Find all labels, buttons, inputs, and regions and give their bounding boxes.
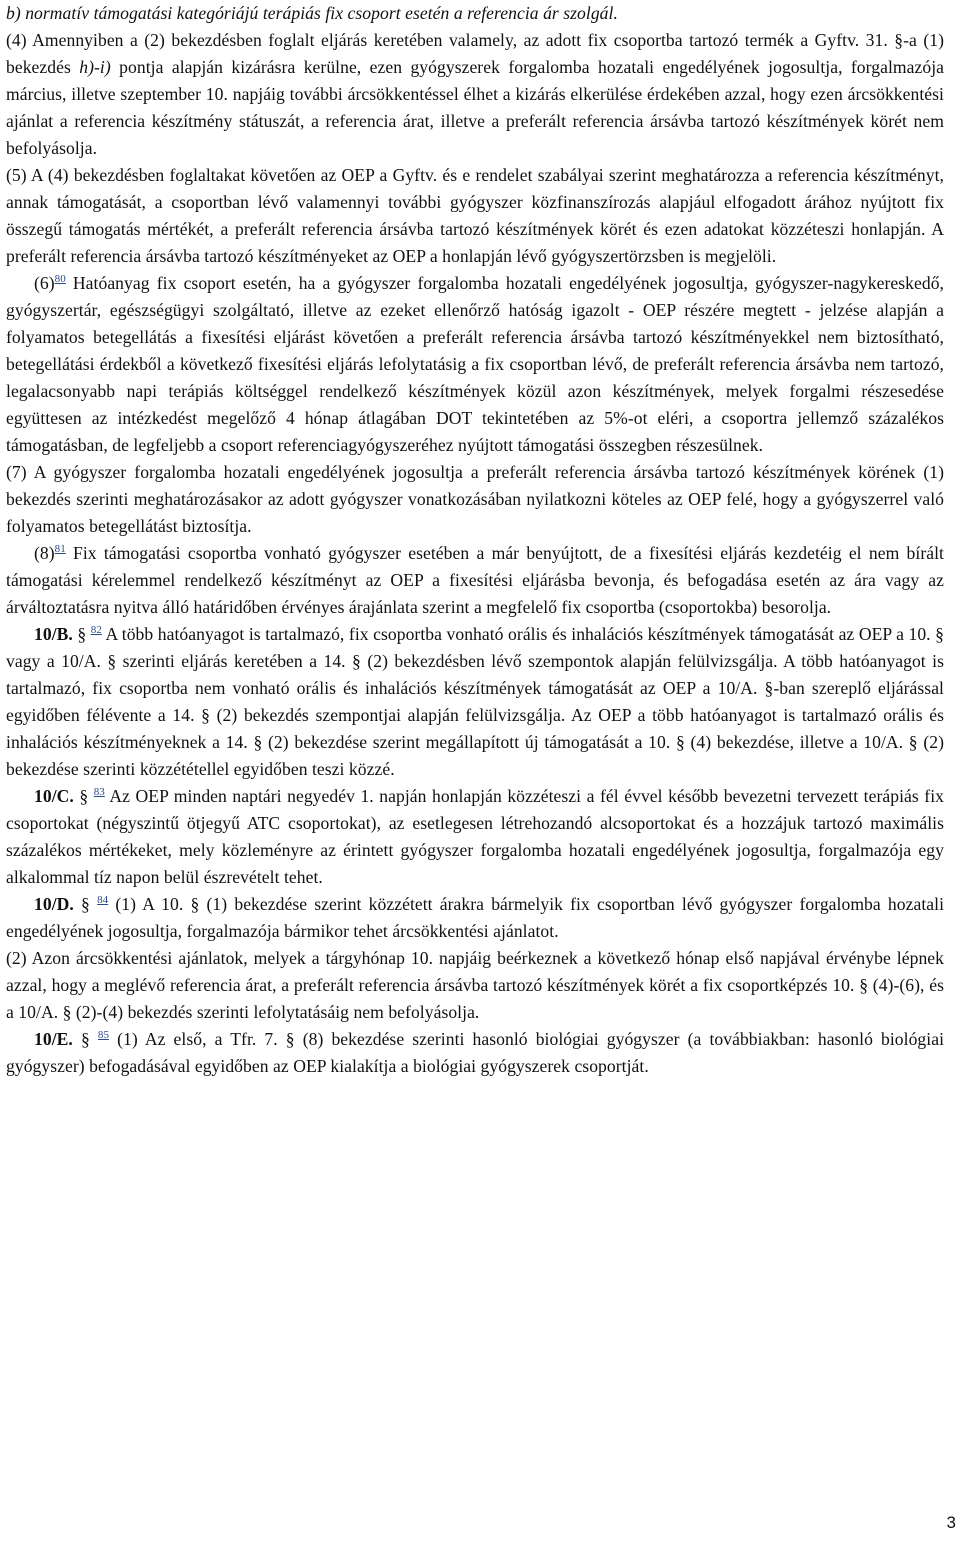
paragraph-6 bbox=[6, 270, 944, 459]
section-10d-text: (1) A 10. § (1) bekezdése szerint közzétett árakra bármelyik fix csoportban lévő gyógyszer forgalomba hozatali engedélyének jogosultja, forgalmazója bármikor tehet árcsökkentési ajánlatot. bbox=[6, 894, 945, 941]
section-10c bbox=[6, 783, 944, 891]
document-page bbox=[6, 0, 944, 1080]
footnote-link-80[interactable]: 80 bbox=[54, 273, 66, 285]
paragraph-5-text: (5) A (4) bekezdésben foglaltakat követően az OEP a Gyftv. és e rendelet szabályai szerint meghatározza a referencia készítményt, annak támogatását, a csoportban lévő valamennyi további gyógyszer közfinanszírozás alapjául elfogadott árához nyújtott fix összegű támogatás mértékét, a preferált referencia ársávba tartozó készítmények körét és ezen adatokat közzéteszi honlapján. A preferált referencia ársávba tartozó készítményeket az OEP a honlapján lévő gyógyszertörzsben is megjelöli. bbox=[6, 165, 944, 266]
section-10c-text: Az OEP minden naptári negyedév 1. napján honlapján közzéteszi a fél évvel később bevezetni tervezett terápiás fix csoportokat (négyszintű ötjegyű ATC csoportokat), az esetlegesen létrehozandó alcsoportokat és a hozzájuk tartozó maximális százalékos mértékeket, mely közleményre az érintett gyógyszer forgalomba hozatali engedélyének jogosultja, forgalmazója egy alkalommal tíz napon belül észrevételt tehet. bbox=[6, 786, 944, 887]
footnote-link-84[interactable]: 84 bbox=[97, 894, 109, 906]
section-10c-label: 10/C. bbox=[34, 786, 74, 806]
footnote-link-82[interactable]: 82 bbox=[90, 624, 102, 636]
section-10d-paragraph-2 bbox=[6, 945, 944, 1026]
paragraph-4-text-a: (4) Amennyiben a (2) bekezdésben foglalt eljárás keretében valamely, az adott fix csoportba tartozó termék a Gyftv. 31. §-a (1) bekezdés bbox=[6, 30, 944, 77]
section-10d-label: 10/D. bbox=[34, 894, 74, 914]
paragraph-b bbox=[6, 0, 944, 27]
section-10d bbox=[6, 891, 944, 945]
paragraph-8 bbox=[6, 540, 944, 621]
footnote-link-81[interactable]: 81 bbox=[54, 543, 66, 555]
footnote-link-85[interactable]: 85 bbox=[97, 1029, 110, 1041]
page-number: 3 bbox=[946, 1513, 956, 1532]
paragraph-6-prefix: (6) bbox=[34, 273, 55, 293]
paragraph-8-text: Fix támogatási csoportba vonható gyógyszer esetében a már benyújtott, de a fixesítési eljárás kezdetéig el nem bírált támogatási kérelemmel rendelkező készítményt az OEP a fixesítési eljárásba bevonja, és befogadása esetén az ára vagy az árváltoztatásra nyitva álló határidőben érvényes árajánlata szerint a megfelelő fix csoportba (csoportokba) besorolja. bbox=[6, 543, 944, 617]
paragraph-4 bbox=[6, 27, 944, 162]
section-10b-sign: § bbox=[72, 624, 87, 644]
section-10e-text: (1) Az első, a Tfr. 7. § (8) bekezdése szerinti hasonló biológiai gyógyszer (a továbbiakban: hasonló biológiai gyógyszer) befogadásával egyidőben az OEP kialakítja a biológiai gyógyszerek csoportját. bbox=[6, 1029, 945, 1076]
paragraph-4-text-b: pontja alapján kizárásra kerülne, ezen gyógyszerek forgalomba hozatali engedélyének jogosultja, forgalmazója március, illetve szeptember 10. napjáig további árcsökkentéssel élhet a kizárás elkerülése érdekében azzal, hogy ezen árcsökkentési ajánlat a referencia készítmény státuszát, a referencia árat, illetve a preferált referencia ársávba tartozó készítmények körét nem befolyásolja. bbox=[6, 57, 944, 158]
paragraph-b-text: b) normatív támogatási kategóriájú terápiás fix csoport esetén a referencia ár szolgál. bbox=[6, 3, 618, 23]
paragraph-7-text: (7) A gyógyszer forgalomba hozatali engedélyének jogosultja a preferált referencia ársávba tartozó készítmények körének (1) bekezdés szerinti meghatározásakor az adott gyógyszer vonatkozásában nyilatkozni köteles az OEP felé, hogy a gyógyszerrel való folyamatos betegellátást biztosítja. bbox=[6, 462, 944, 536]
section-10d-paragraph-2-text: (2) Azon árcsökkentési ajánlatok, melyek a tárgyhónap 10. napjáig beérkeznek a következő hónap első napjával érvénybe lépnek azzal, hogy a meglévő referencia árat, a preferált referencia ársávba tartozó készítmények körét a fix csoportképzés 10. § (4)-(6), és a 10/A. § (2)-(4) bekezdés szerinti lefolytatásáig nem befolyásolja. bbox=[6, 948, 944, 1022]
section-10b bbox=[6, 621, 944, 783]
paragraph-5 bbox=[6, 162, 944, 270]
section-10e-label: 10/E. bbox=[34, 1029, 73, 1049]
section-10b-text: A több hatóanyagot is tartalmazó, fix csoportba vonható orális és inhalációs készítmények támogatását az OEP a 10. § vagy a 10/A. § szerinti eljárás keretében a 14. § (2) bekezdésben lévő szempontok alapján felülvizsgálja. A több hatóanyagot is tartalmazó, fix csoportba nem vonható orális és inhalációs készítmények támogatását az OEP a 10/A. §-ban szereplő eljárással egyidőben félévente a 14. § (2) bekezdés szempontjai alapján felülvizsgálja. Az OEP a több hatóanyagot is tartalmazó orális és inhalációs készítményeknek a 14. § (2) bekezdése szerint megállapított új támogatását a 10. § (4) bekezdése, illetve a 10/A. § (2) bekezdése szerinti közzététellel egyidőben teszi közzé. bbox=[6, 624, 944, 779]
paragraph-7 bbox=[6, 459, 944, 540]
footnote-link-83[interactable]: 83 bbox=[93, 786, 105, 798]
paragraph-6-text: Hatóanyag fix csoport esetén, ha a gyógyszer forgalomba hozatali engedélyének jogosultja, gyógyszer-nagykereskedő, gyógyszertár, egészségügyi szolgáltató, illetve az ezeket ellenőrző hatóság igazolt - OEP részére megtett - jelzése alapján a folyamatos betegellátás a fixesítési eljárást követően a preferált referencia ársávba tartozó készítményekkel nem biztosítható, betegellátási érdekből a következő fixesítési eljárás lefolytatásig a fix csoportban lévő, de preferált referencia ársávba nem tartozó, legalacsonyabb napi terápiás költséggel rendelkező készítmények közül azon készítmények, melyek forgalmi részesedése együttesen az intézkedést megelőző 4 hónap átlagában DOT tekintetében az 5%-ot eléri, a csoportra jellemző százalékos támogatásban, de legfeljebb a csoport referenciagyógyszeréhez nyújtott támogatási összegben részesülnek. bbox=[6, 273, 944, 455]
paragraph-8-prefix: (8) bbox=[34, 543, 55, 563]
section-10e bbox=[6, 1026, 944, 1080]
section-10c-sign: § bbox=[73, 786, 89, 806]
section-10b-label: 10/B. bbox=[34, 624, 73, 644]
section-10e-sign: § bbox=[72, 1029, 90, 1049]
section-10d-sign: § bbox=[73, 894, 90, 914]
paragraph-4-italic-ref: h)-i) bbox=[79, 57, 111, 77]
